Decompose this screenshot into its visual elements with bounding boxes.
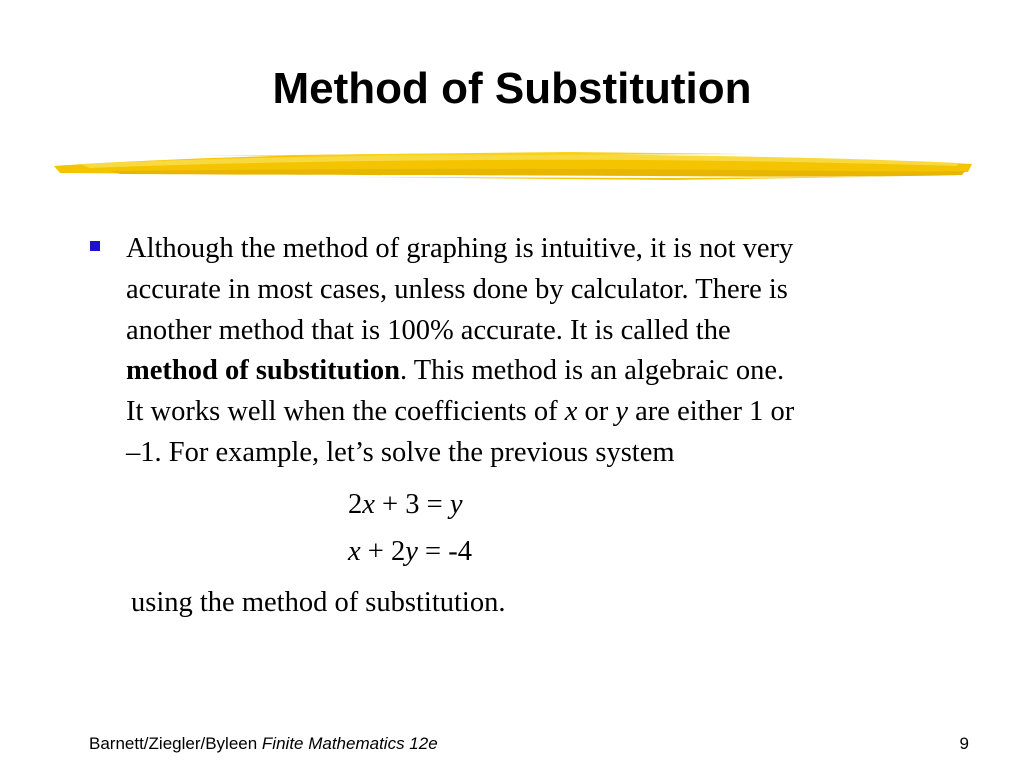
equation-variable: y [405, 536, 418, 567]
variable-x: x [564, 396, 578, 428]
equation-variable: x [348, 536, 361, 567]
footer-authors: Barnett/Ziegler/Byleen [89, 734, 262, 753]
bullet-line: accurate in most cases, unless done by calculator. There is [126, 273, 788, 305]
equation-variable: y [449, 489, 463, 520]
equation-operator: + 2 [360, 536, 406, 567]
equation-2 [348, 534, 472, 570]
closing-text: using the method of substitution. [131, 587, 506, 618]
bullet-line: Although the method of graphing is intuitive, it is not very [126, 233, 794, 264]
equation-variable: x [362, 489, 375, 520]
equation-coefficient: 2 [348, 489, 363, 520]
equation-operator: + 3 = [374, 489, 450, 520]
bullet-text: are either 1 or [628, 396, 795, 428]
variable-y: y [615, 396, 629, 428]
bullet-paragraph [126, 229, 946, 474]
footer-citation [89, 733, 438, 755]
bullet-text: or [577, 396, 616, 428]
equation-operator: = -4 [417, 536, 472, 567]
bullet-line [126, 392, 946, 433]
bold-term: method of substitution [126, 355, 400, 387]
footer-book-title: Finite Mathematics 12e [261, 734, 438, 753]
highlighter-stroke-decoration [50, 144, 976, 186]
bullet-marker [90, 241, 100, 251]
slide-title: Method of Substitution [272, 64, 752, 113]
bullet-line [126, 351, 946, 392]
page-number: 9 [959, 734, 969, 753]
bullet-text: It works well when the coefficients of [126, 396, 565, 428]
bullet-text: . This method is an algebraic one. [399, 355, 785, 387]
bullet-line: –1. For example, let’s solve the previous system [126, 436, 675, 468]
equation-1 [348, 487, 462, 523]
bullet-line: another method that is 100% accurate. It is called the [126, 314, 731, 346]
